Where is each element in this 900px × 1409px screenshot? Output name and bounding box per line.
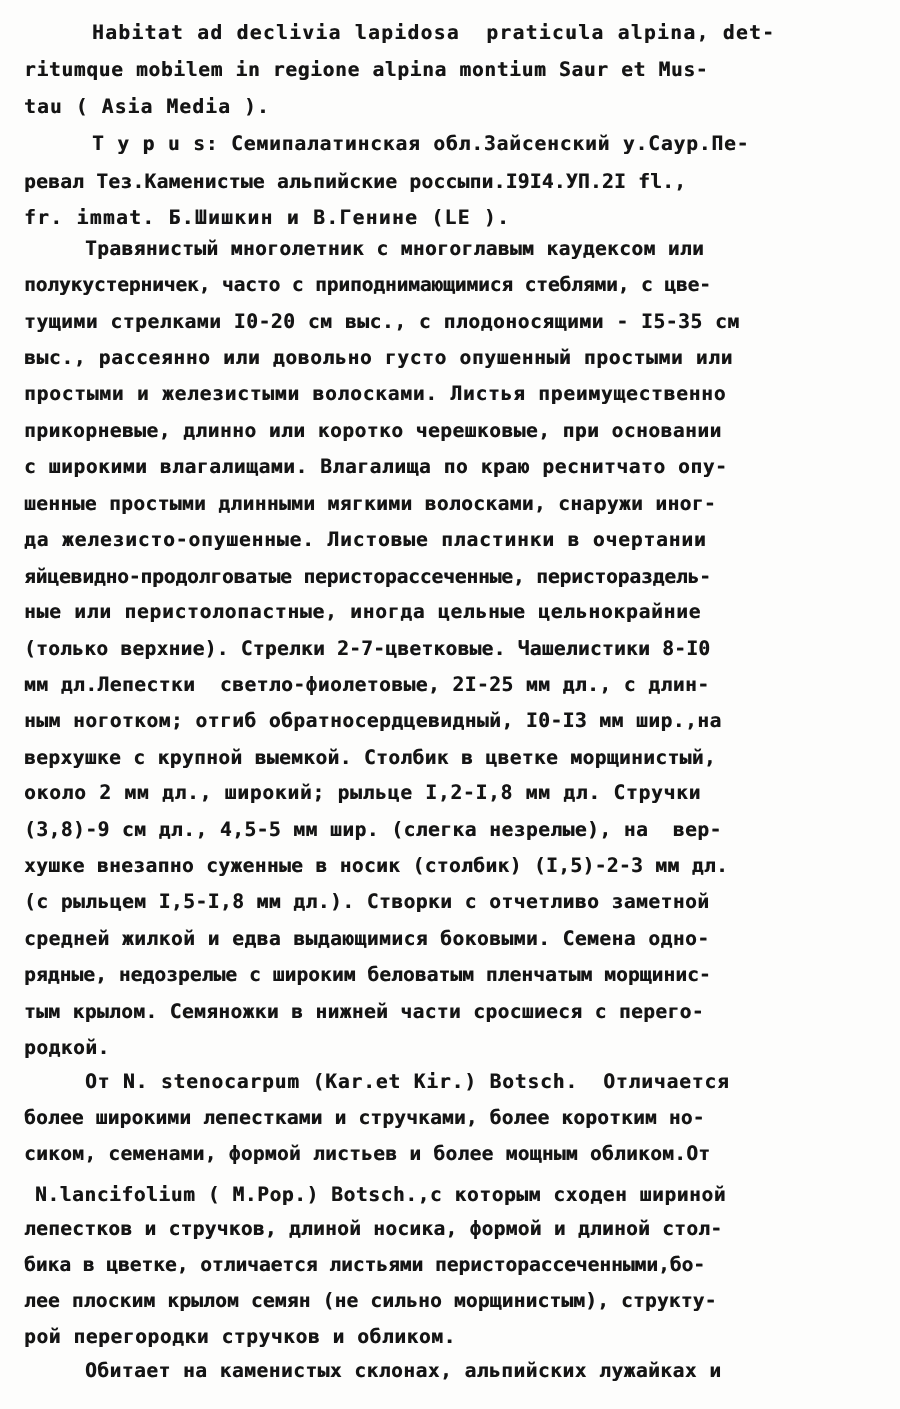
text-line-36: лее плоским крылом семян (не сильно морщинистым), структу- [24, 1289, 717, 1312]
text-line-6: fr. immat. Б.Шишкин и В.Генине (LE ). [24, 206, 511, 229]
text-line-37: рой перегородки стручков и обликом. [24, 1325, 456, 1348]
text-line-2: ritumque mobilem in regione alpina montium Saur et Mus- [24, 58, 709, 81]
text-line-1: Habitat ad declivia lapidosa praticula alpina, det- [92, 21, 776, 44]
text-line-27: рядные, недозрелые с широким беловатым пленчатым морщинис- [24, 963, 711, 986]
text-line-8: полукустерничек, часто с приподнимающимися стеблями, с цве- [24, 273, 711, 296]
text-line-32: сиком, семенами, формой листьев и более мощным обликом.От [24, 1142, 711, 1165]
text-line-10: выс., рассеянно или довольно густо опушенный простыми или [24, 346, 734, 369]
text-line-12: прикорневые, длинно или коротко черешковые, при основании [24, 419, 722, 442]
text-line-5: ревал Тез.Каменистые альпийские россыпи.I9I4.УП.2I fl., [24, 170, 687, 193]
text-line-15: да железисто-опушенные. Листовые пластинки в очертании [24, 528, 707, 551]
text-line-17: ные или перистолопастные, иногда цельные цельнокрайние [24, 600, 702, 623]
text-line-9: тущими стрелками I0-20 см выс., с плодоносящими - I5-35 см [24, 310, 740, 333]
text-line-34: лепестков и стручков, длиной носика, формой и длиной стол- [24, 1217, 723, 1240]
text-line-11: простыми и железистыми волосками. Листья преимущественно [24, 382, 727, 405]
text-line-35: бика в цветке, отличается листьями перисторассеченными,бо- [24, 1253, 705, 1276]
text-line-13: с широкими влагалищами. Влагалища по краю реснитчато опу- [24, 455, 728, 478]
text-line-29: родкой. [24, 1036, 110, 1059]
text-line-3: tau ( Asia Media ). [24, 95, 270, 118]
text-line-33: N.lancifolium ( M.Pop.) Botsch.,с которым сходен шириной [35, 1183, 727, 1206]
text-line-28: тым крылом. Семяножки в нижней части сросшиеся с перего- [24, 1000, 704, 1023]
text-line-4: Т у р u s: Семипалатинская обл.Зайсенский у.Саур.Пе- [92, 132, 750, 155]
text-line-23: (3,8)-9 см дл., 4,5-5 мм шир. (слегка незрелые), на вер- [24, 818, 722, 841]
text-line-31: более широкими лепестками и стручками, более коротким но- [24, 1106, 705, 1129]
text-line-20: ным ноготком; отгиб обратносердцевидный, I0-I3 мм шир.,на [24, 709, 722, 732]
text-line-38: Обитает на каменистых склонах, альпийских лужайках и [85, 1359, 722, 1382]
text-line-25: (с рыльцем I,5-I,8 мм дл.). Створки с отчетливо заметной [24, 890, 710, 913]
text-line-14: шенные простыми длинными мягкими волосками, снаружи иног- [24, 492, 716, 515]
text-line-30: От N. stenocarpum (Kar.et Kir.) Botsch. Отличается [85, 1070, 730, 1093]
text-line-19: мм дл.Лепестки светло-фиолетовые, 2I-25 мм дл., с длин- [24, 673, 710, 696]
text-line-18: (только верхние). Стрелки 2-7-цветковые. Чашелистики 8-I0 [24, 637, 711, 660]
text-line-26: средней жилкой и едва выдающимися боковыми. Семена одно- [24, 927, 710, 950]
text-line-22: около 2 мм дл., широкий; рыльце I,2-I,8 мм дл. Стручки [24, 781, 702, 804]
text-line-24: хушке внезапно суженные в носик (столбик) (I,5)-2-3 мм дл. [24, 854, 729, 877]
text-line-21: верхушке с крупной выемкой. Столбик в цветке морщинистый, [24, 746, 716, 769]
text-line-7: Травянистый многолетник с многоглавым каудексом или [85, 237, 705, 260]
text-line-16: яйцевидно-продолговатые перисторассеченные, перистораздель- [24, 565, 711, 588]
